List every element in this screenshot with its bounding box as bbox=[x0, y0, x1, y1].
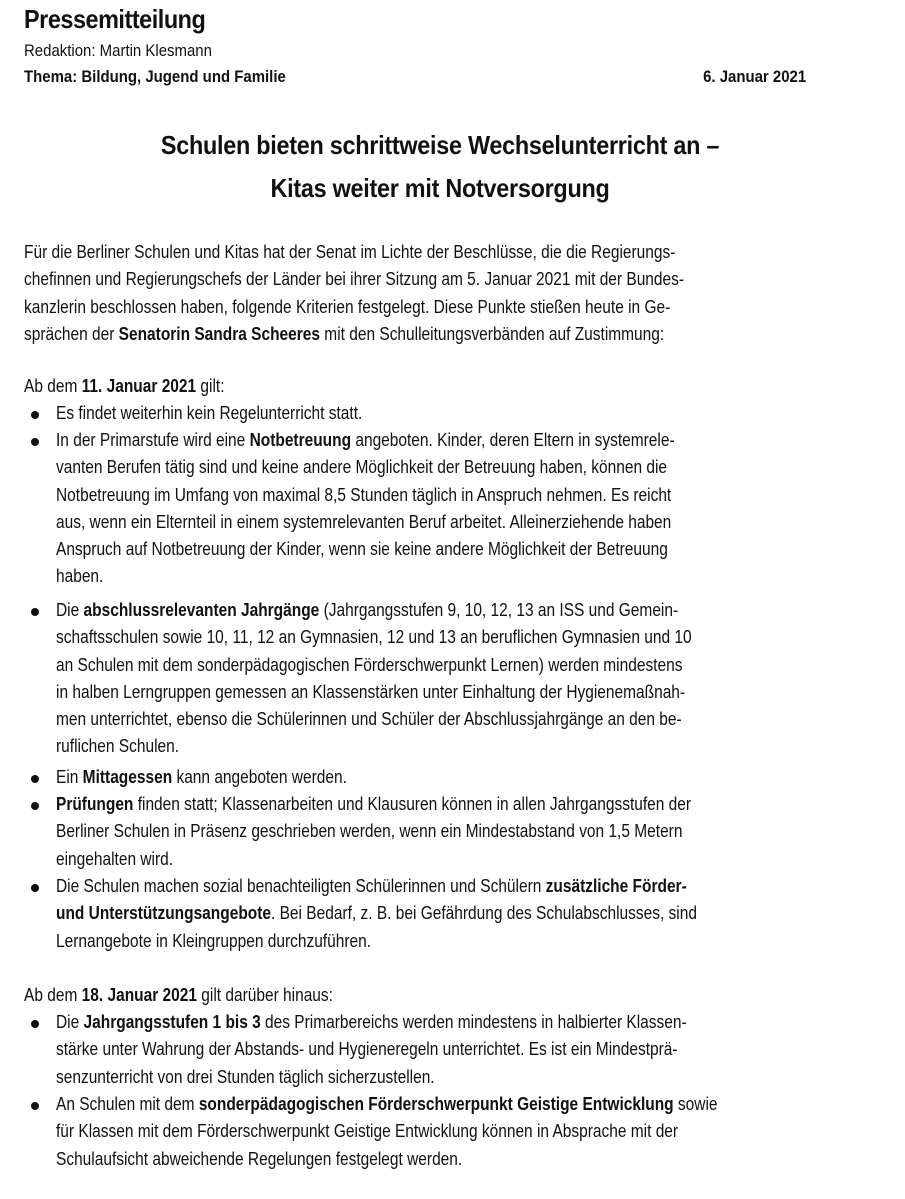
bullet-icon bbox=[31, 802, 39, 810]
text: In der Primarstufe wird eine bbox=[56, 430, 250, 450]
bold-term: abschlussrelevanten Jahrgänge bbox=[83, 600, 320, 620]
list-item bbox=[56, 1091, 718, 1173]
list-item-line: Anspruch auf Notbetreuung der Kinder, wenn sie keine andere Möglichkeit der Betreuung bbox=[56, 539, 668, 560]
text: Die Schulen machen sozial benachteiligten Schülerinnen und Schülern bbox=[56, 876, 546, 896]
intro-line bbox=[24, 321, 684, 348]
text: Ein bbox=[56, 767, 83, 787]
bold-term: und Unterstützungsangebote bbox=[56, 903, 271, 924]
list-item-line: in halben Lerngruppen gemessen an Klassenstärken unter Einhaltung der Hygienemaßnah- bbox=[56, 681, 686, 702]
list-item-line: haben. bbox=[56, 566, 104, 587]
release-date: 6. Januar 2021 bbox=[702, 67, 806, 86]
intro-line: Für die Berliner Schulen und Kitas hat der Senat im Lichte der Beschlüsse, die die Regierungs- bbox=[24, 242, 676, 262]
text: sprächen der bbox=[24, 323, 119, 344]
bullet-icon bbox=[31, 411, 39, 419]
bullet-icon bbox=[31, 608, 39, 616]
list-item-line: für Klassen mit dem Förderschwerpunkt Geistige Entwicklung können in Absprache mit der bbox=[56, 1121, 679, 1142]
text: gilt darüber hinaus: bbox=[196, 985, 333, 1005]
list-item-line bbox=[56, 764, 347, 791]
text: Ab dem bbox=[24, 985, 82, 1005]
list-item-line bbox=[56, 597, 692, 624]
bold-term: Mittagessen bbox=[82, 767, 173, 787]
text: mit den Schulleitungsverbänden auf Zustimmung: bbox=[320, 323, 665, 344]
list-item-line: ruflichen Schulen. bbox=[56, 736, 180, 757]
list-item bbox=[56, 597, 692, 761]
intro-paragraph bbox=[24, 239, 684, 348]
list-item-line: Schulaufsicht abweichende Regelungen festgelegt werden. bbox=[56, 1148, 463, 1169]
topic-line: Thema: Bildung, Jugend und Familie bbox=[24, 67, 286, 86]
bold-term: Notbetreuung bbox=[249, 430, 352, 450]
list-item-line: eingehalten wird. bbox=[56, 848, 174, 869]
bullet-icon bbox=[31, 884, 39, 892]
list-item-line: Lernangebote in Kleingruppen durchzuführen. bbox=[56, 930, 372, 951]
text: Ab dem bbox=[24, 376, 82, 396]
bullet-icon bbox=[31, 1102, 39, 1110]
bold-term: Jahrgangsstufen 1 bis 3 bbox=[83, 1012, 261, 1032]
text: angeboten. Kinder, deren Eltern in systemrele- bbox=[351, 430, 675, 450]
section-label-jan-18 bbox=[24, 982, 333, 1009]
list-item bbox=[56, 1009, 687, 1091]
list-item-line: Es findet weiterhin kein Regelunterricht statt. bbox=[56, 403, 363, 423]
list-item bbox=[56, 764, 347, 791]
text: Die bbox=[56, 600, 84, 620]
list-item-line: an Schulen mit dem sonderpädagogischen Förderschwerpunkt Lernen) werden mindestens bbox=[56, 654, 683, 675]
text: sowie bbox=[673, 1094, 718, 1114]
list-item-line: schaftsschulen sowie 10, 11, 12 an Gymnasien, 12 und 13 an beruflichen Gymnasien und 10 bbox=[56, 627, 692, 648]
editor-line: Redaktion: Martin Klesmann bbox=[24, 41, 212, 60]
text: Die bbox=[56, 1012, 84, 1032]
list-item-line bbox=[56, 427, 675, 454]
list-item bbox=[56, 427, 675, 591]
document-type-title: Pressemitteilung bbox=[24, 4, 206, 34]
text: finden statt; Klassenarbeiten und Klausuren können in allen Jahrgangsstufen der bbox=[133, 794, 692, 814]
headline bbox=[0, 124, 880, 210]
headline-line-2: Kitas weiter mit Notversorgung bbox=[270, 173, 610, 203]
intro-line: chefinnen und Regierungschefs der Länder bei ihrer Sitzung am 5. Januar 2021 mit der Bundes- bbox=[24, 269, 685, 290]
list-item-line: Notbetreuung im Umfang von maximal 8,5 Stunden täglich in Anspruch nehmen. Es reicht bbox=[56, 484, 672, 505]
bold-term: Prüfungen bbox=[56, 794, 134, 814]
text: gilt: bbox=[196, 376, 225, 396]
list-item-line: Berliner Schulen in Präsenz geschrieben werden, wenn ein Mindestabstand von 1,5 Metern bbox=[56, 821, 683, 842]
text: An Schulen mit dem bbox=[56, 1094, 199, 1114]
section-date: 11. Januar 2021 bbox=[81, 376, 197, 396]
list-item-line bbox=[56, 1091, 718, 1118]
bullet-icon bbox=[31, 775, 39, 783]
text: des Primarbereichs werden mindestens in halbierter Klassen- bbox=[260, 1012, 687, 1032]
bullet-icon bbox=[31, 438, 39, 446]
list-item-line bbox=[56, 900, 697, 927]
list-item bbox=[56, 400, 362, 427]
headline-line-1: Schulen bieten schrittweise Wechselunterricht an – bbox=[160, 130, 720, 160]
intro-line: kanzlerin beschlossen haben, folgende Kriterien festgelegt. Diese Punkte stießen heute in Ge- bbox=[24, 296, 671, 317]
bold-term: zusätzliche Förder- bbox=[545, 876, 687, 896]
bold-term: sonderpädagogischen Förderschwerpunkt Geistige Entwicklung bbox=[198, 1094, 674, 1114]
section-label-jan-11 bbox=[24, 373, 225, 400]
list-item bbox=[56, 791, 691, 873]
list-item-line: aus, wenn ein Elternteil in einem systemrelevanten Beruf arbeitet. Alleinerziehende haben bbox=[56, 511, 672, 532]
section-date: 18. Januar 2021 bbox=[81, 985, 197, 1005]
text: . Bei Bedarf, z. B. bei Gefährdung des Schulabschlusses, sind bbox=[271, 903, 697, 924]
list-item-line: vanten Berufen tätig sind und keine andere Möglichkeit der Betreuung haben, können die bbox=[56, 457, 668, 478]
list-item bbox=[56, 873, 697, 955]
list-item-line bbox=[56, 791, 691, 818]
list-item-line bbox=[56, 873, 697, 900]
list-item-line: senzunterricht von drei Stunden täglich sicherzustellen. bbox=[56, 1066, 435, 1087]
senator-name: Senatorin Sandra Scheeres bbox=[118, 323, 321, 344]
text: kann angeboten werden. bbox=[172, 767, 347, 787]
bullet-icon bbox=[31, 1020, 39, 1028]
list-item-line: men unterrichtet, ebenso die Schülerinnen und Schüler der Abschlussjahrgänge an den be- bbox=[56, 709, 682, 730]
list-item-line bbox=[56, 1009, 687, 1036]
text: (Jahrgangsstufen 9, 10, 12, 13 an ISS und Gemein- bbox=[319, 600, 679, 620]
list-item-line: stärke unter Wahrung der Abstands- und Hygieneregeln unterrichtet. Es ist ein Mindestprä- bbox=[56, 1039, 678, 1060]
